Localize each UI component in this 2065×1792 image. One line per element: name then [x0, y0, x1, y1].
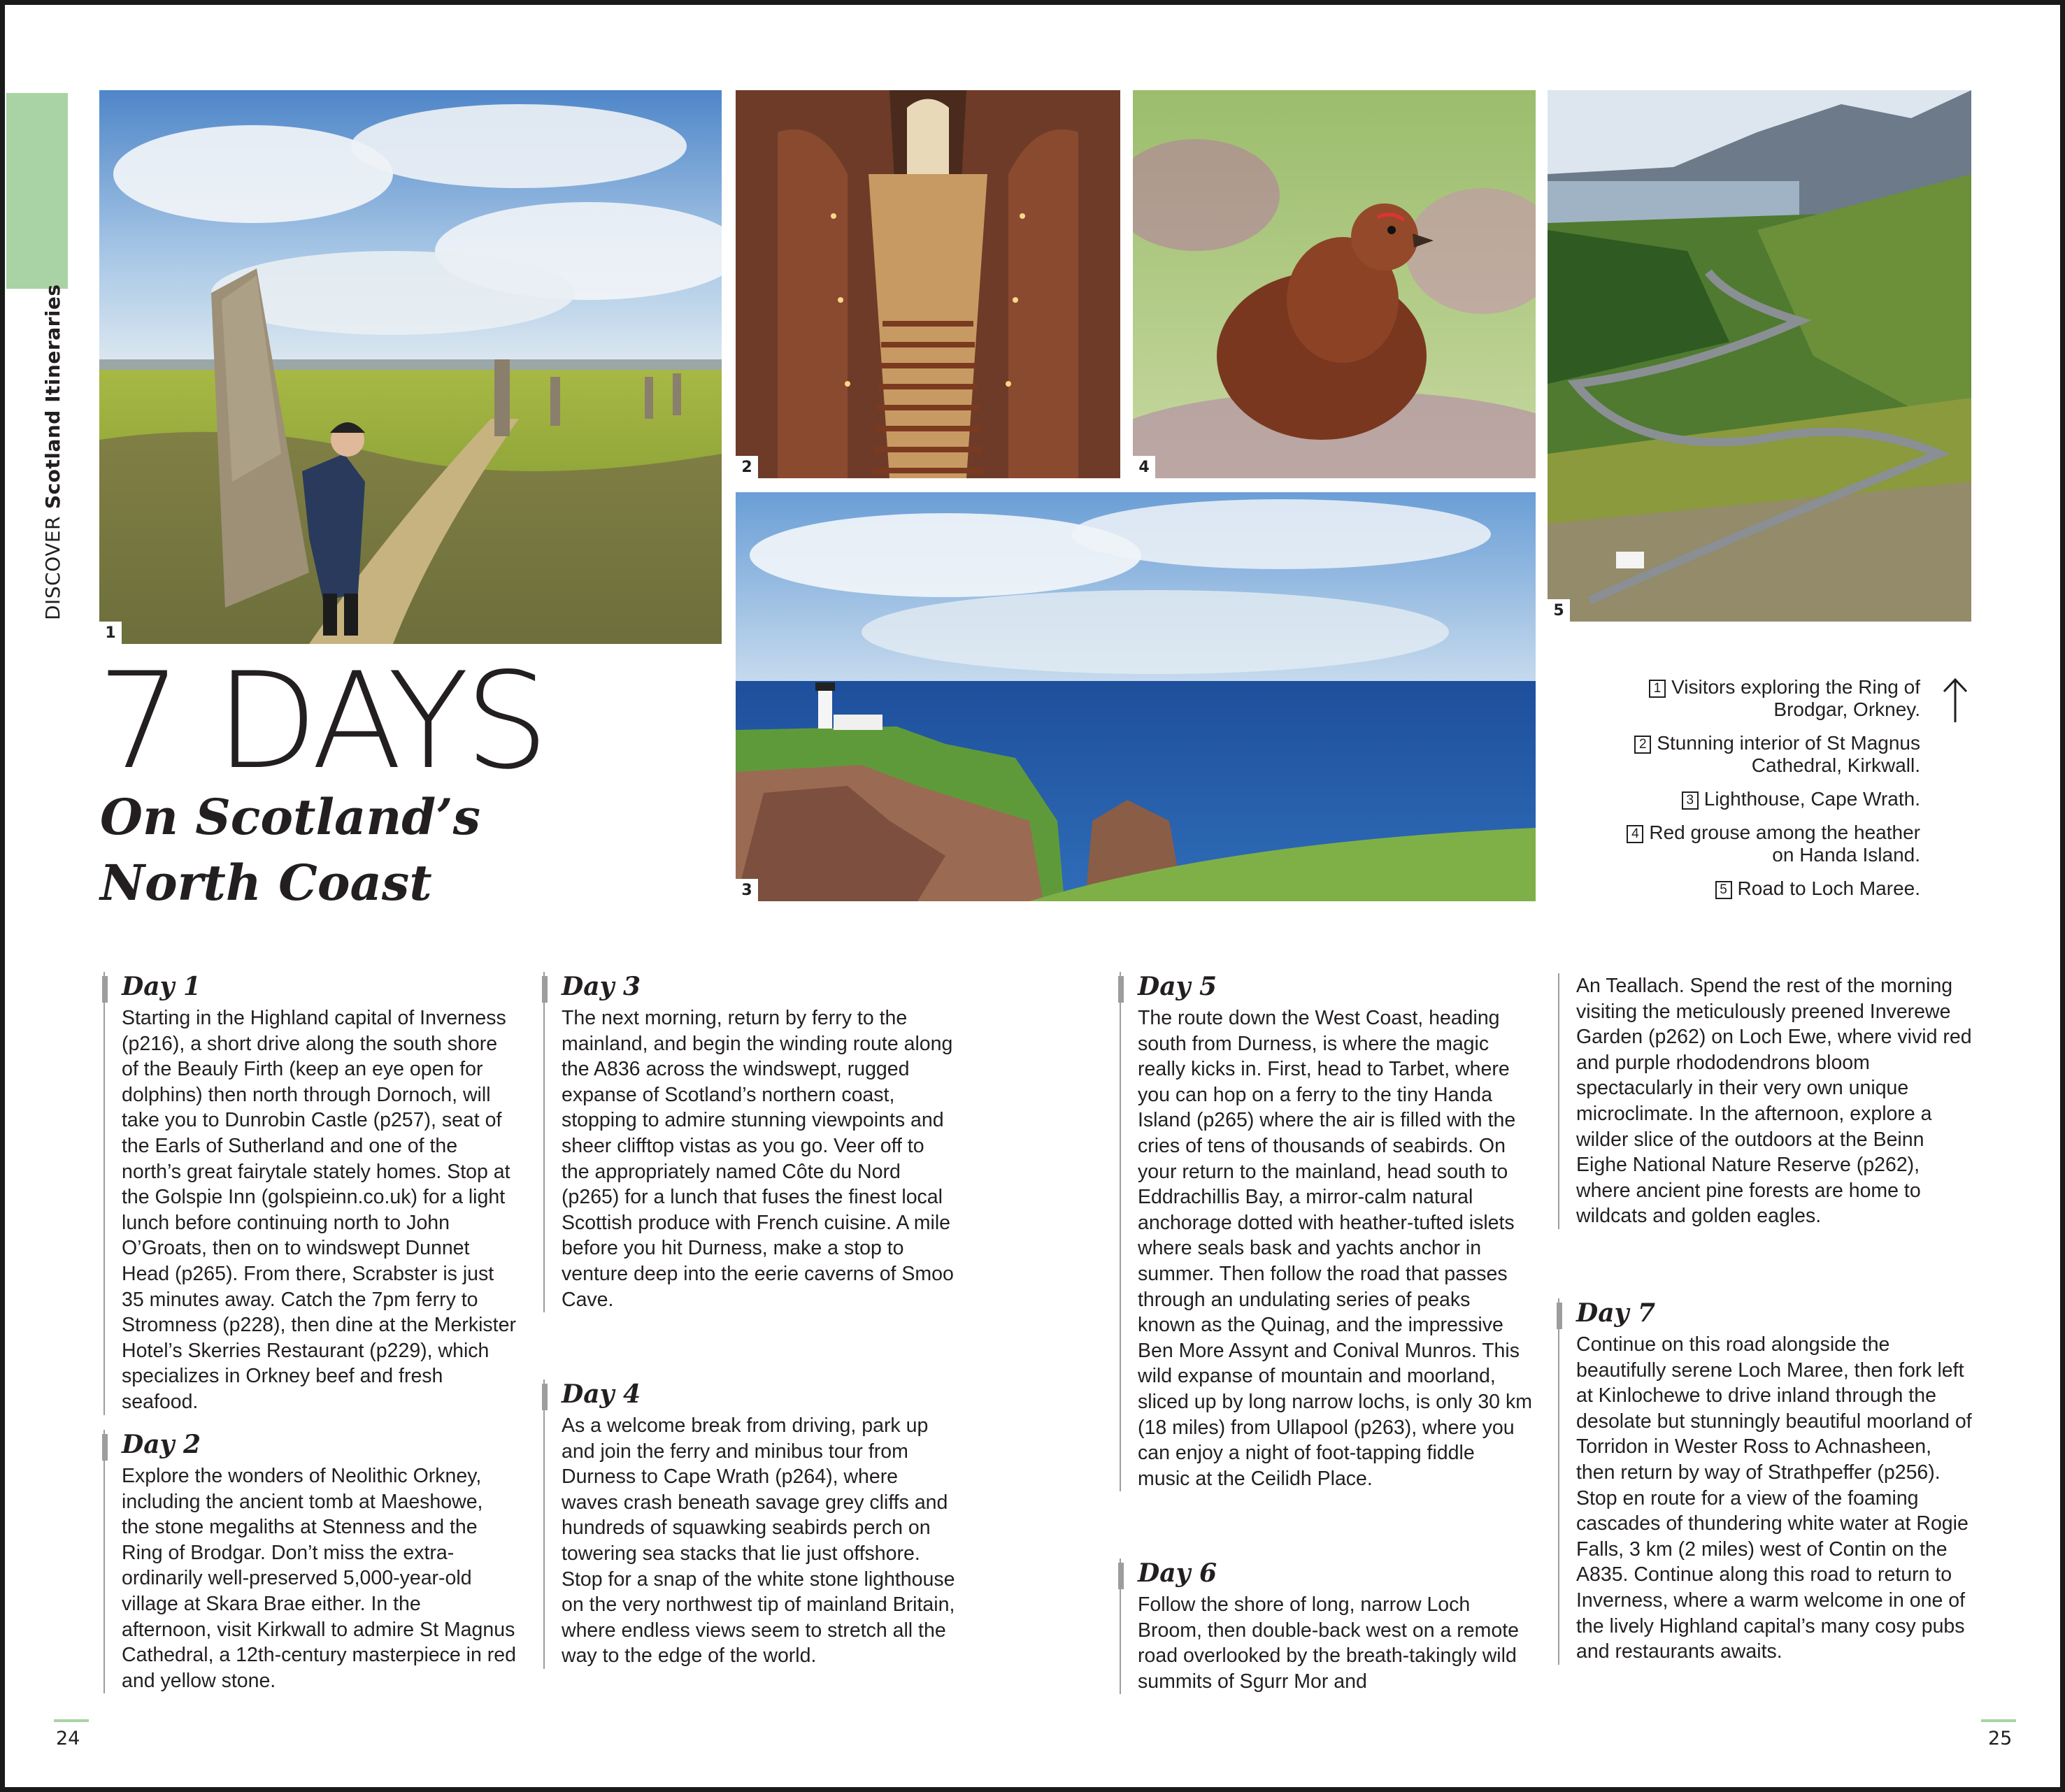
- day-2-text: Explore the wonders of Neolithic Orkney, including the ancient tomb at Maeshowe, the stone megaliths at Stenness and the Ring of Brodgar. Don’t miss the extra-ordinarily well-preserved 5,000-year-old village at Skara Brae either. In the afternoon, visit Kirkwall to admire St Magnus Cathedral, a 12th-century masterpiece in red and yellow stone.: [122, 1465, 516, 1692]
- standing-stones-image: [99, 90, 722, 644]
- caption-number: 2: [1634, 736, 1651, 754]
- photo-cathedral-interior: [736, 90, 1120, 478]
- page-title: 7 DAYS: [97, 644, 545, 798]
- day-6-block: [1120, 1558, 1532, 1694]
- day-1-block: [103, 972, 516, 1415]
- arrow-up-icon: [1941, 678, 1969, 724]
- day-4-block: [543, 1379, 956, 1669]
- day-3-block: [543, 972, 956, 1312]
- caption-number: 4: [1627, 825, 1643, 843]
- day-6-text: Follow the shore of long, narrow Loch Broom, then double-back west on a remote road overlooked by the breath-takingly wild summits of Sgurr Mor and: [1138, 1593, 1519, 1693]
- photo-standing-stones: [99, 90, 722, 644]
- section-name: Scotland Itineraries: [41, 284, 64, 509]
- caption-2: [1620, 732, 1920, 777]
- day-2-heading: Day 2: [122, 1430, 516, 1459]
- day-7-block: [1558, 1298, 1974, 1665]
- subtitle-line-2: North Coast: [100, 854, 432, 912]
- caption-4: [1620, 822, 1920, 866]
- caption-1: [1620, 676, 1920, 721]
- day-7-text: Continue on this road alongside the beautifully serene Loch Maree, then fork left at Kinlochewe to drive inland through the desolate but stunningly beautiful moorland of Torridon in Wester Ross to Achnasheen, then return by way of Strathpeffer (p256). Stop en route for a view of the foaming cascades of thundering white water at Rogie Falls, 3 km (2 miles) west of Contin on the A835. Continue along this road to return to Inverness, where a warm welcome in one of the lively Highland capital’s many cosy pubs and restaurants awaits.: [1576, 1333, 1972, 1663]
- caption-text: Red grouse among the heather on Handa Island.: [1649, 822, 1920, 866]
- section-label: [41, 284, 64, 620]
- caption-text: Road to Loch Maree.: [1737, 877, 1920, 899]
- photo-red-grouse: [1133, 90, 1536, 478]
- day-5-heading: Day 5: [1138, 972, 1532, 1001]
- cathedral-image: [736, 90, 1120, 478]
- folio-accent-left: [54, 1719, 89, 1722]
- folio-accent-right: [1981, 1719, 2016, 1722]
- day-6-heading: Day 6: [1138, 1558, 1532, 1588]
- lighthouse-image: [736, 492, 1536, 901]
- day-4-heading: Day 4: [562, 1379, 956, 1409]
- day-4-text: As a welcome break from driving, park up and join the ferry and minibus tour from Durness to Cape Wrath (p264), where waves crash beneath savage grey cliffs and hundreds of squawking seabirds perch on towering sea stacks that lie just offshore. Stop for a snap of the white stone lighthouse on the very northwest tip of mainland Britain, where endless views seem to stretch all the way to the edge of the world.: [562, 1414, 955, 1668]
- day-6-continued-block: [1558, 973, 1974, 1229]
- caption-number: 3: [1682, 791, 1699, 810]
- caption-text: Stunning interior of St Magnus Cathedral, Kirkwall.: [1657, 732, 1920, 776]
- photo-captions: [1620, 676, 1920, 911]
- day-5-text: The route down the West Coast, heading south from Durness, is where the magic really kicks in. First, head to Tarbet, where you can hop on a ferry to the tiny Handa Island (p265) where the air is filled with the cries of tens of thousands of seabirds. On your return to the mainland, head south to Eddrachillis Bay, a mirror-calm natural anchorage dotted with heather-tufted islets where seals bask and yachts anchor in summer. Then follow the road that passes through an undulating series of peaks known as the Quinag, and the impressive Ben More Assynt and Conival Munros. This wild expanse of mountain and moorland, sliced up by long narrow lochs, is only 30 km (18 miles) from Ullapool (p263), where you can enjoy a night of foot-tapping fiddle music at the Ceilidh Place.: [1138, 1007, 1532, 1490]
- caption-3: [1620, 788, 1920, 810]
- day-5-block: [1120, 972, 1532, 1491]
- caption-text: Visitors exploring the Ring of Brodgar, Orkney.: [1671, 676, 1920, 720]
- photo-road-valley: [1548, 90, 1971, 622]
- photo-lighthouse-coast: [736, 492, 1536, 901]
- day-2-block: [103, 1430, 516, 1693]
- day-6-continued-text: An Teallach. Spend the rest of the morning visiting the meticulously preened Inverewe Garden (p262) on Loch Ewe, where vivid red and purple rhododendrons bloom spectacularly in their very own unique microclimate. In the afternoon, explore a wilder slice of the outdoors at the Beinn Eighe National Nature Reserve (p262), where ancient pine forests are home to wildcats and golden eagles.: [1576, 975, 1972, 1228]
- day-3-text: The next morning, return by ferry to the mainland, and begin the winding route along the A836 across the windswept, rugged expanse of Scotland’s northern coast, stopping to admire stunning viewpoints and sheer clifftop vistas as you go. Veer off to the appropriately named Côte du Nord (p265) for a lunch that fuses the finest local Scottish produce with French cuisine. A mile before you hit Durness, make a stop to venture deep into the eerie caverns of Smoo Cave.: [562, 1007, 954, 1311]
- photo-number-badge: 1: [99, 622, 122, 644]
- caption-number: 5: [1715, 881, 1732, 899]
- photo-number-badge: 5: [1548, 599, 1570, 622]
- caption-text: Lighthouse, Cape Wrath.: [1703, 788, 1920, 810]
- page-number-right: 25: [1988, 1728, 2013, 1749]
- grouse-image: [1133, 90, 1536, 478]
- photo-number-badge: 2: [736, 456, 758, 478]
- page-subtitle: [100, 784, 603, 916]
- day-1-heading: Day 1: [122, 972, 516, 1001]
- discover-label: DISCOVER: [41, 516, 64, 620]
- day-7-heading: Day 7: [1576, 1298, 1974, 1328]
- photo-number-badge: 3: [736, 879, 758, 901]
- photo-number-badge: 4: [1133, 456, 1155, 478]
- day-1-text: Starting in the Highland capital of Inverness (p216), a short drive along the south shore of the Beauly Firth (keep an eye open for dolphins) then north through Dornoch, will take you to Dunrobin Castle (p257), seat of the Earls of Sutherland and one of the north’s great fairytale stately homes. Stop at the Golspie Inn (golspieinn.co.uk) for a light lunch before continuing north to John O’Groats, then on to windswept Dunnet Head (p265). From there, Scrabster is just 35 minutes away. Catch the 7pm ferry to Stromness (p228), then dine at the Merkister Hotel’s Skerries Restaurant (p229), which specializes in Orkney beef and fresh seafood.: [122, 1007, 516, 1413]
- road-valley-image: [1548, 90, 1971, 622]
- day-3-heading: Day 3: [562, 972, 956, 1001]
- section-tab: [6, 93, 68, 289]
- subtitle-line-1: On Scotland’s: [100, 788, 481, 846]
- caption-number: 1: [1649, 680, 1666, 698]
- caption-5: [1620, 877, 1920, 900]
- page-number-left: 24: [56, 1728, 80, 1749]
